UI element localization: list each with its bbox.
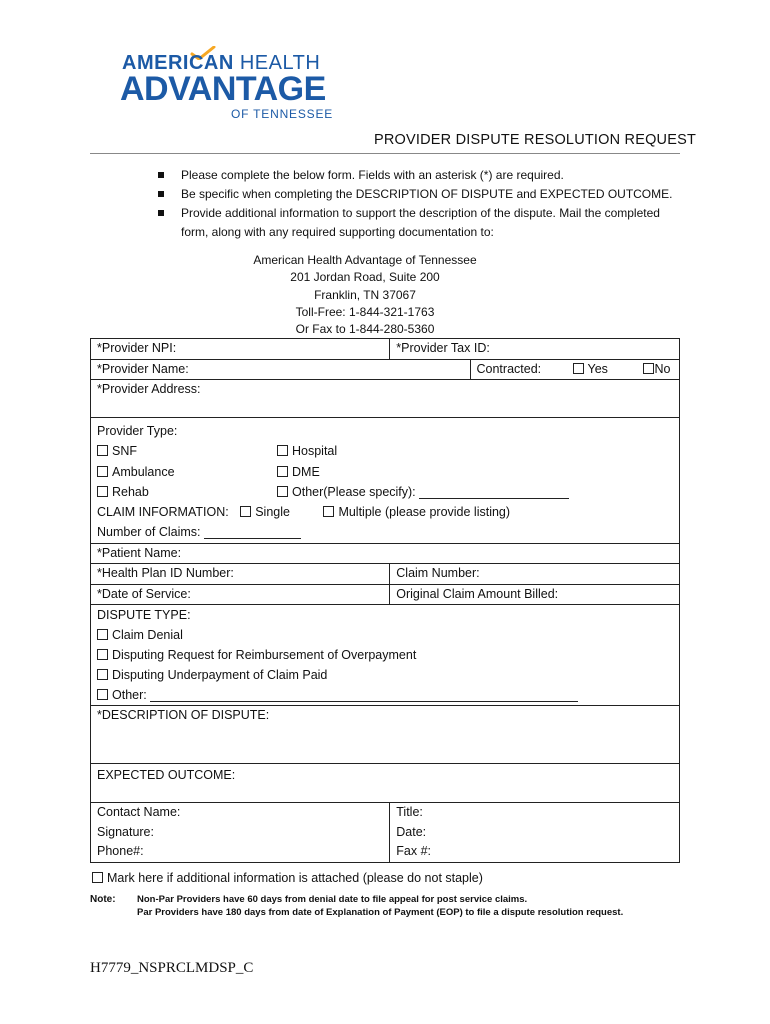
disputing-reimbursement-option[interactable]: Disputing Request for Reimbursement of Overpayment <box>97 645 673 665</box>
rehab-option[interactable]: Rehab <box>97 482 277 502</box>
health-plan-id-field[interactable]: *Health Plan ID Number: <box>91 564 390 585</box>
logo-line-3: OF TENNESSEE <box>231 107 334 121</box>
title-divider <box>90 153 680 154</box>
number-of-claims-row <box>97 522 673 542</box>
note-label: Note: <box>90 894 116 905</box>
provider-type-label: Provider Type: <box>97 424 178 438</box>
note-line-2: Par Providers have 180 days from date of Explanation of Payment (EOP) to file a dispute resolution request. <box>137 907 624 918</box>
company-logo <box>120 52 360 122</box>
disputing-underpayment-option[interactable]: Disputing Underpayment of Claim Paid <box>97 665 673 685</box>
title-field[interactable]: Title: Date: Fax #: <box>390 803 680 862</box>
note-line-1: Non-Par Providers have 60 days from denial date to file appeal for post service claims. <box>137 894 528 905</box>
ambulance-option[interactable]: Ambulance <box>97 462 277 482</box>
other-dispute-option[interactable]: Other: <box>97 685 673 705</box>
claim-number-field[interactable]: Claim Number: <box>390 564 680 585</box>
contracted-no-option[interactable]: No <box>643 360 671 380</box>
provider-npi-field[interactable]: *Provider NPI: <box>91 339 390 360</box>
dme-option[interactable]: DME <box>277 462 577 482</box>
contact-name-field[interactable]: Contact Name: Signature: Phone#: <box>91 803 390 862</box>
attachment-label: Mark here if additional information is attached (please do not staple) <box>107 871 483 885</box>
checkbox[interactable] <box>92 872 103 883</box>
patient-name-field[interactable]: *Patient Name: <box>91 543 680 564</box>
claim-information-label: CLAIM INFORMATION: <box>97 505 229 520</box>
mailing-address <box>200 252 530 338</box>
provider-address-field[interactable]: *Provider Address: <box>91 380 680 418</box>
dispute-type-label: DISPUTE TYPE: <box>97 608 191 623</box>
instruction-item: Be specific when completing the DESCRIPTION OF DISPUTE and EXPECTED OUTCOME. <box>158 185 678 204</box>
address-tollfree: Toll-Free: 1-844-321-1763 <box>295 304 435 319</box>
other-dispute-blank[interactable] <box>150 688 578 702</box>
description-of-dispute-field[interactable]: *DESCRIPTION OF DISPUTE: <box>91 706 680 764</box>
claim-denial-option[interactable]: Claim Denial <box>97 625 673 645</box>
instructions-list <box>158 166 678 242</box>
logo-line-2: ADVANTAGE <box>120 70 326 108</box>
date-field[interactable]: Date: <box>396 824 427 839</box>
address-name: American Health Advantage of Tennessee <box>253 253 477 267</box>
other-specify-option[interactable]: Other(Please specify): <box>277 482 577 502</box>
contracted-cell <box>470 359 680 380</box>
checkbox[interactable] <box>573 363 584 374</box>
logo-line-1: AMERICAN HEALTH <box>122 52 321 74</box>
multiple-claim-option[interactable]: Multiple (please provide listing) <box>323 505 510 519</box>
address-street: 201 Jordan Road, Suite 200 <box>290 270 440 285</box>
phone-field[interactable]: Phone#: <box>97 844 144 859</box>
expected-outcome-field[interactable]: EXPECTED OUTCOME: <box>91 764 680 803</box>
number-of-claims-label: Number of Claims: <box>97 525 201 540</box>
instruction-item: Provide additional information to support the description of the dispute. Mail the completed form, along with any required supporting documentation to: <box>158 204 678 242</box>
original-claim-amount-field[interactable]: Original Claim Amount Billed: <box>390 584 680 605</box>
hospital-option[interactable]: Hospital <box>277 441 577 461</box>
other-specify-blank[interactable] <box>419 485 569 499</box>
contracted-label: Contracted: <box>476 361 542 376</box>
contracted-yes-option[interactable]: Yes <box>573 360 643 380</box>
instruction-item: Please complete the below form. Fields with an asterisk (*) are required. <box>158 166 678 185</box>
provider-type-section <box>91 418 680 544</box>
date-of-service-field[interactable]: *Date of Service: <box>91 584 390 605</box>
provider-type-options <box>97 441 673 502</box>
provider-tax-id-field[interactable]: *Provider Tax ID: <box>390 339 680 360</box>
provider-name-field[interactable]: *Provider Name: <box>91 359 470 380</box>
dispute-type-section <box>91 605 680 706</box>
number-of-claims-blank[interactable] <box>204 525 301 539</box>
address-city: Franklin, TN 37067 <box>314 287 416 302</box>
dispute-form <box>90 338 680 863</box>
attachment-checkbox-row[interactable] <box>92 871 483 885</box>
checkbox[interactable] <box>643 363 654 374</box>
snf-option[interactable]: SNF <box>97 441 277 461</box>
fax-field[interactable]: Fax #: <box>396 844 432 859</box>
single-claim-option[interactable]: Single <box>240 505 290 519</box>
contracted-label-wrap <box>470 360 573 380</box>
form-code: H7779_NSPRCLMDSP_C <box>90 960 254 976</box>
signature-field[interactable]: Signature: <box>97 824 154 839</box>
page-title: PROVIDER DISPUTE RESOLUTION REQUEST <box>374 132 697 148</box>
claim-information-row <box>97 502 673 522</box>
address-fax: Or Fax to 1-844-280-5360 <box>295 322 435 337</box>
